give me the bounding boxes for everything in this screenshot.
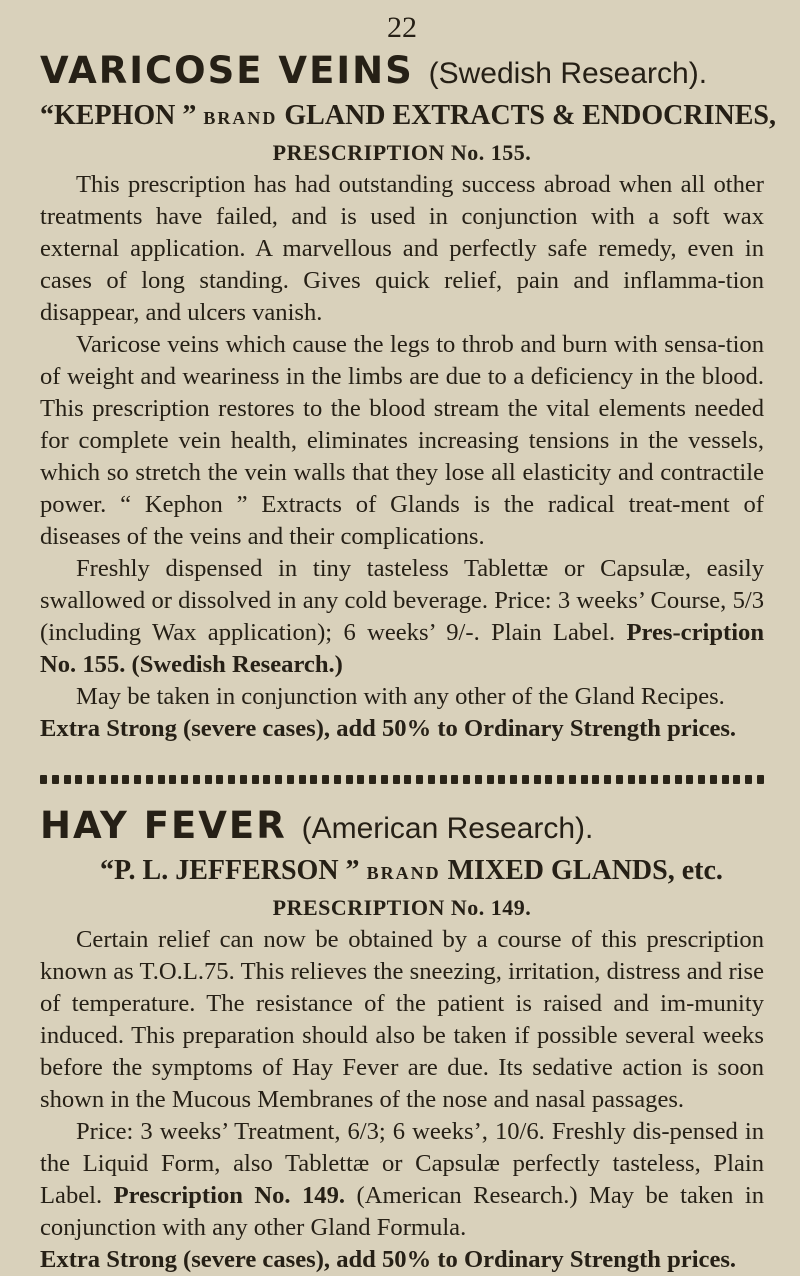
heading-subtitle: (Swedish Research). (428, 57, 708, 90)
divider-square (451, 775, 458, 784)
divider-square (604, 775, 611, 784)
divider-square (310, 775, 317, 784)
divider-square (99, 775, 106, 784)
section-heading (40, 48, 764, 97)
divider-square (381, 775, 388, 784)
divider-square (87, 775, 94, 784)
price-text: Freshly dispensed in tiny tasteless Tablettæ or Capsulæ, easily swallowed or dissolved in any cold beverage. Price: 3 weeks’ Course, 5/3 (including Wax application); 6 weeks’ 9/-. Plain Label. (40, 555, 764, 646)
paragraph: Varicose veins which cause the legs to throb and burn with sensa-tion of weight and weariness in the limbs are due to a deficiency in the blood. This prescription restores to the blood stream the vital elements needed for complete vein health, eliminates increasing tensions in the vessels, which so stretch the vein walls that they lose all elasticity and contractile power. “ Kephon ” Extracts of Glands is the radical treat-ment of diseases of the veins and their complications. (40, 331, 764, 550)
paragraph: This prescription has had outstanding success abroad when all other treatments have failed, and is used in conjunction with a soft wax external application. A marvellous and perfectly safe remedy, even in cases of long standing. Gives quick relief, pain and inflamma-tion disappear, and ulcers vanish. (40, 171, 764, 326)
divider-square (628, 775, 635, 784)
prescription-reference: Pres-cription No. 155. (Swedish Research.) (40, 619, 764, 678)
brand-name: “KEPHON ” (40, 100, 197, 131)
divider-square (534, 775, 541, 784)
divider-square (158, 775, 165, 784)
divider-square (393, 775, 400, 784)
prescription-number: PRESCRIPTION No. 149. (272, 895, 532, 920)
divider-square (463, 775, 470, 784)
prescription-number: PRESCRIPTION No. 155. (272, 140, 532, 165)
divider-square (733, 775, 740, 784)
divider-square (498, 775, 505, 784)
section-hay-fever (40, 803, 764, 1276)
ornamental-divider (40, 775, 764, 785)
divider-square (557, 775, 564, 784)
price-text: Price: 3 weeks’ Treatment, 6/3; 6 weeks’, 10/6. Freshly dis-pensed in the Liquid Form, also Tablettæ or Capsulæ perfectly tasteless, Plain Label. (40, 1118, 764, 1209)
divider-square (181, 775, 188, 784)
brand-line (40, 97, 776, 137)
brand-products: MIXED GLANDS, etc. (447, 855, 723, 886)
divider-square (663, 775, 670, 784)
divider-square (287, 775, 294, 784)
divider-square (581, 775, 588, 784)
brand-line (40, 852, 764, 892)
divider-square (745, 775, 752, 784)
divider-square (675, 775, 682, 784)
divider-square (698, 775, 705, 784)
divider-square (193, 775, 200, 784)
heading-main: HAY FEVER (40, 804, 287, 847)
divider-square (545, 775, 552, 784)
section-heading (40, 803, 764, 852)
page-number: 22 (387, 11, 417, 44)
brand-word: BRAND (366, 863, 441, 883)
divider-square (522, 775, 529, 784)
section-varicose-veins (40, 48, 776, 745)
divider-square (569, 775, 576, 784)
divider-square (299, 775, 306, 784)
extra-strong-text: Extra Strong (severe cases), add 50% to Ordinary Strength prices. (40, 1246, 737, 1273)
divider-square (205, 775, 212, 784)
divider-square (75, 775, 82, 784)
divider-square (64, 775, 71, 784)
brand-name: “P. L. JEFFERSON ” (100, 855, 360, 886)
prescription-reference: Prescription No. 149. (113, 1182, 346, 1209)
divider-square (487, 775, 494, 784)
divider-square (334, 775, 341, 784)
heading-subtitle: (American Research). (301, 812, 594, 845)
divider-square (616, 775, 623, 784)
divider-square (404, 775, 411, 784)
divider-square (710, 775, 717, 784)
paragraph (40, 1116, 764, 1244)
divider-square (252, 775, 259, 784)
extra-strong-note (40, 1244, 764, 1276)
divider-square (416, 775, 423, 784)
divider-square (592, 775, 599, 784)
divider-square (369, 775, 376, 784)
paragraph: May be taken in conjunction with any other of the Gland Recipes. (76, 683, 725, 710)
divider-square (228, 775, 235, 784)
divider-square (263, 775, 270, 784)
extra-strong-text: Extra Strong (severe cases), add 50% to Ordinary Strength prices. (40, 715, 737, 742)
divider-square (169, 775, 176, 784)
divider-square (722, 775, 729, 784)
divider-square (639, 775, 646, 784)
divider-square (322, 775, 329, 784)
divider-square (216, 775, 223, 784)
divider-square (275, 775, 282, 784)
divider-square (357, 775, 364, 784)
extra-strong-note (40, 713, 764, 745)
divider-square (686, 775, 693, 784)
divider-square (240, 775, 247, 784)
divider-square (122, 775, 129, 784)
divider-square (651, 775, 658, 784)
divider-square (52, 775, 59, 784)
divider-square (440, 775, 447, 784)
divider-square (510, 775, 517, 784)
divider-square (757, 775, 764, 784)
divider-square (134, 775, 141, 784)
divider-square (428, 775, 435, 784)
brand-word: BRAND (203, 108, 278, 128)
divider-square (475, 775, 482, 784)
divider-square (40, 775, 47, 784)
divider-square (346, 775, 353, 784)
divider-square (111, 775, 118, 784)
heading-main: VARICOSE VEINS (40, 49, 414, 92)
divider-square (146, 775, 153, 784)
brand-products: GLAND EXTRACTS & ENDOCRINES, (284, 100, 776, 131)
research-note: (American Research.) May be taken in conjunction with any other Gland Formula. (40, 1182, 764, 1241)
paragraph (40, 553, 764, 681)
paragraph: Certain relief can now be obtained by a course of this prescription known as T.O.L.75. This relieves the sneezing, irritation, distress and rise of temperature. The resistance of the patient is raised and im-munity induced. This preparation should also be taken if possible several weeks before the symptoms of Hay Fever are due. Its sedative action is soon shown in the Mucous Membranes of the nose and nasal passages. (40, 926, 764, 1113)
